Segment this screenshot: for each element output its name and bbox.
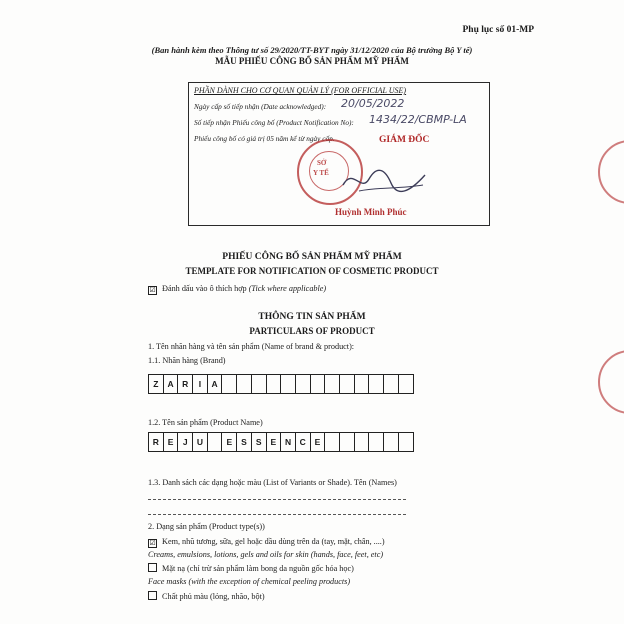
product-letter-cell[interactable]: E: [267, 433, 282, 451]
brand-letter-cell[interactable]: [340, 375, 355, 393]
brand-letter-cell[interactable]: A: [208, 375, 223, 393]
q13-variants-label: 1.3. Danh sách các dạng hoặc màu (List of Variants or Shade). Tên (Names): [148, 478, 397, 487]
particulars-title-en: PARTICULARS OF PRODUCT: [249, 326, 375, 336]
product-letter-cell[interactable]: E: [222, 433, 237, 451]
brand-letter-cell[interactable]: Z: [149, 375, 164, 393]
product-letter-cell[interactable]: E: [311, 433, 326, 451]
product-letter-cell[interactable]: [399, 433, 414, 451]
notification-title-en: TEMPLATE FOR NOTIFICATION OF COSMETIC PRODUCT: [185, 266, 439, 276]
edge-seal-top: [598, 140, 624, 204]
brand-letter-grid[interactable]: [148, 374, 414, 394]
product-letter-cell[interactable]: [325, 433, 340, 451]
brand-letter-cell[interactable]: [281, 375, 296, 393]
seal-text-top: SỞ: [317, 159, 327, 167]
product-letter-grid[interactable]: [148, 432, 414, 452]
form-title: MẪU PHIẾU CÔNG BỐ SẢN PHẨM MỸ PHẨM: [215, 56, 409, 66]
tick-note: Đánh dấu vào ô thích hợp: [162, 284, 247, 293]
brand-letter-cell[interactable]: [252, 375, 267, 393]
brand-letter-cell[interactable]: A: [164, 375, 179, 393]
product-letter-cell[interactable]: [384, 433, 399, 451]
product-letter-cell[interactable]: N: [281, 433, 296, 451]
issued-with-note: (Ban hành kèm theo Thông tư số 29/2020/TT-BYT ngày 31/12/2020 của Bộ trưởng Bộ Y tế): [151, 45, 473, 55]
type-creams-checkbox[interactable]: ☑: [149, 539, 156, 547]
type-masks-label: Mặt nạ (chỉ trừ sản phẩm làm bong da nguồn gốc hóa học): [162, 564, 354, 573]
brand-letter-cell[interactable]: [399, 375, 414, 393]
product-letter-cell[interactable]: S: [252, 433, 267, 451]
product-letter-cell[interactable]: [340, 433, 355, 451]
particulars-title-vi: THÔNG TIN SẢN PHẨM: [258, 312, 366, 322]
brand-letter-cell[interactable]: [237, 375, 252, 393]
type-creams-en: Creams, emulsions, lotions, gels and oils for skin (hands, face, feet, etc): [148, 550, 384, 559]
edge-seal-bottom: [598, 350, 624, 414]
type-color-label: Chất phủ màu (lỏng, nhão, bột): [162, 592, 265, 601]
product-letter-cell[interactable]: S: [237, 433, 252, 451]
brand-letter-cell[interactable]: [384, 375, 399, 393]
brand-letter-cell[interactable]: [222, 375, 237, 393]
type-color-checkbox[interactable]: [148, 591, 157, 600]
q11-brand-label: 1.1. Nhãn hàng (Brand): [148, 356, 226, 365]
type-creams-label: Kem, nhũ tương, sữa, gel hoặc dầu dùng trên da (tay, mặt, chân, ....): [162, 537, 385, 546]
type-masks-en: Face masks (with the exception of chemical peeling products): [148, 577, 351, 586]
product-letter-cell[interactable]: [369, 433, 384, 451]
brand-letter-cell[interactable]: [296, 375, 311, 393]
tick-note-row: [148, 284, 326, 295]
q12-product-label: 1.2. Tên sản phẩm (Product Name): [148, 418, 263, 427]
type-creams-row: [148, 537, 385, 548]
type-color-row: [148, 591, 265, 601]
q1-label: 1. Tên nhãn hàng và tên sản phẩm (Name of brand & product):: [148, 342, 355, 351]
product-letter-cell[interactable]: [355, 433, 370, 451]
product-letter-cell[interactable]: [208, 433, 223, 451]
brand-letter-cell[interactable]: I: [193, 375, 208, 393]
date-acknowledged-label: Ngày cấp số tiếp nhận (Date acknowledged):: [194, 102, 327, 111]
seal-text-bottom: Y TẾ: [313, 169, 329, 177]
type-masks-row: [148, 563, 354, 573]
tick-note-en: (Tick where applicable): [248, 284, 327, 293]
brand-letter-cell[interactable]: [311, 375, 326, 393]
notification-number-label: Số tiếp nhận Phiếu công bố (Product Notification No):: [194, 118, 354, 127]
brand-letter-cell[interactable]: [325, 375, 340, 393]
signer-name: Huỳnh Minh Phúc: [335, 207, 407, 217]
validity-note: Phiếu công bố có giá trị 05 năm kể từ ngày cấp.: [194, 134, 335, 143]
product-letter-cell[interactable]: C: [296, 433, 311, 451]
brand-letter-cell[interactable]: [369, 375, 384, 393]
tick-checkbox[interactable]: ☑: [149, 286, 156, 294]
notification-title-vi: PHIẾU CÔNG BỐ SẢN PHẨM MỸ PHẨM: [222, 252, 402, 262]
type-masks-checkbox[interactable]: [148, 563, 157, 572]
official-use-box: [188, 82, 490, 226]
product-letter-cell[interactable]: E: [164, 433, 179, 451]
product-letter-cell[interactable]: R: [149, 433, 164, 451]
director-title: GIÁM ĐỐC: [379, 135, 430, 145]
variants-line-1[interactable]: [148, 499, 406, 500]
product-letter-cell[interactable]: U: [193, 433, 208, 451]
signature: [339, 163, 429, 199]
notification-number-value: 1434/22/CBMP-LA: [369, 113, 467, 126]
brand-letter-cell[interactable]: R: [178, 375, 193, 393]
brand-letter-cell[interactable]: [355, 375, 370, 393]
variants-line-2[interactable]: [148, 514, 406, 515]
date-acknowledged-value: 20/05/2022: [341, 97, 405, 110]
q2-product-type-label: 2. Dạng sản phẩm (Product type(s)): [148, 522, 265, 531]
official-heading: PHẦN DÀNH CHO CƠ QUAN QUẢN LÝ (FOR OFFICIAL USE): [194, 86, 407, 95]
brand-letter-cell[interactable]: [267, 375, 282, 393]
appendix-label: Phụ lục số 01-MP: [462, 25, 534, 35]
product-letter-cell[interactable]: J: [178, 433, 193, 451]
